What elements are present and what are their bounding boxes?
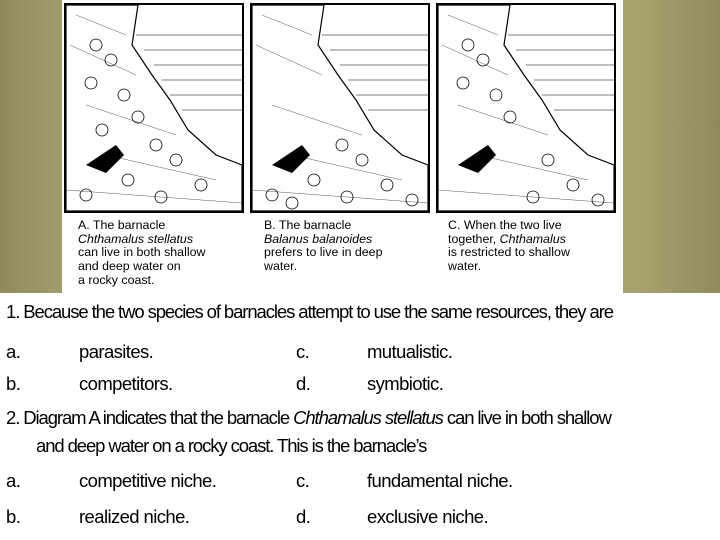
caption-c-species: Chthamalus <box>499 231 566 246</box>
caption-c <box>448 219 626 274</box>
q2-option-b-text[interactable]: realized niche. <box>79 506 190 527</box>
caption-c-line-1: C. When the two live <box>448 218 562 232</box>
diagram-panels <box>64 3 621 213</box>
caption-b-species: Balanus balanoides <box>264 231 373 246</box>
q2-option-c-text[interactable]: fundamental niche. <box>367 470 513 491</box>
q1-option-c-text[interactable]: mutualistic. <box>367 341 453 362</box>
question-2-species: Chthamalus stellatus <box>293 407 443 428</box>
q1-option-a-letter: a. <box>6 341 21 362</box>
q2-option-d-letter: d. <box>296 506 311 527</box>
caption-a-line-5: a rocky coast. <box>78 272 155 287</box>
question-2-text-end: can live in both shallow <box>442 407 611 428</box>
caption-c-line-3: is restricted to shallow <box>448 245 570 260</box>
q2-option-c-letter: c. <box>296 470 310 491</box>
caption-b-line-1: B. The barnacle <box>264 218 352 232</box>
caption-c-line-2 <box>448 233 626 247</box>
question-2-text-start: 2. Diagram A indicates that the barnacle <box>6 407 294 428</box>
q2-option-d-text[interactable]: exclusive niche. <box>367 506 488 527</box>
q2-option-b-letter: b. <box>6 506 21 527</box>
question-list <box>0 293 720 540</box>
q1-option-d-letter: d. <box>296 373 311 394</box>
panel-a-illustration <box>64 3 244 213</box>
barnacle-figure <box>62 0 623 293</box>
caption-b-line-4: water. <box>264 259 298 274</box>
q1-option-d-text[interactable]: symbiotic. <box>367 373 444 394</box>
caption-a-species: Chthamalus stellatus <box>78 231 194 246</box>
q2-option-a-letter: a. <box>6 470 21 491</box>
caption-c-together: together, <box>448 231 500 246</box>
q1-option-b-text[interactable]: competitors. <box>79 373 173 394</box>
caption-b-line-3: prefers to live in deep <box>264 245 383 260</box>
question-1-text: 1. Because the two species of barnacles attempt to use the same resources, they are <box>6 301 613 322</box>
caption-a <box>78 219 256 288</box>
question-2-text <box>6 407 611 429</box>
question-2-text-line-2: and deep water on a rocky coast. This is the barnacle’s <box>36 435 427 456</box>
q2-option-a-text[interactable]: competitive niche. <box>79 470 217 491</box>
caption-c-line-4: water. <box>448 259 482 274</box>
q1-option-c-letter: c. <box>296 341 310 362</box>
q1-option-a-text[interactable]: parasites. <box>79 341 154 362</box>
caption-b <box>264 219 442 274</box>
caption-a-line-4: and deep water on <box>78 259 181 274</box>
q1-option-b-letter: b. <box>6 373 21 394</box>
panel-c-illustration <box>436 3 616 213</box>
caption-a-line-3: can live in both shallow <box>78 245 206 260</box>
panel-b-illustration <box>250 3 430 213</box>
caption-a-line-1: A. The barnacle <box>78 218 166 232</box>
